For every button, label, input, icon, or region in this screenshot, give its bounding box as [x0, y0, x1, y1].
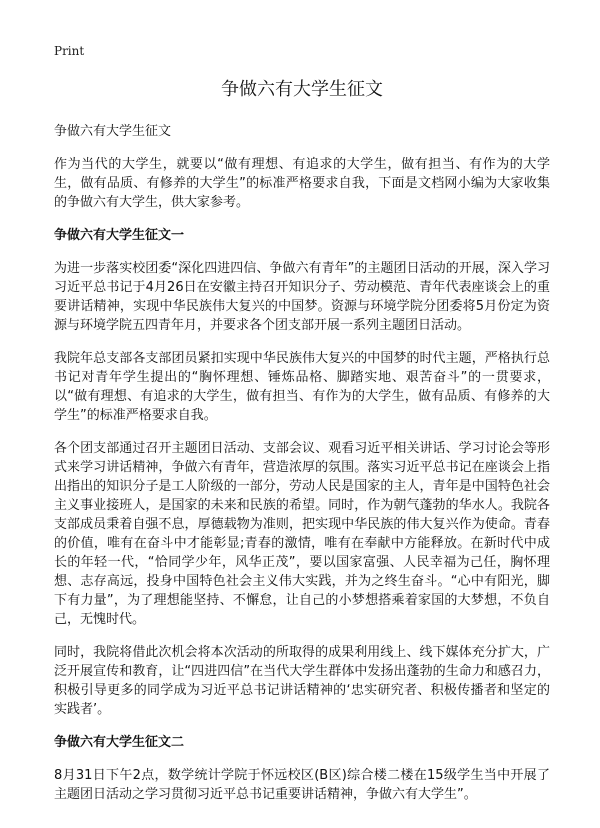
print-link[interactable]: Print: [54, 44, 85, 58]
section2-paragraph: 8月31日下午2点，数学统计学院于怀远校区(B区)综合楼二楼在15级学生当中开展了主题团日活动之学习贯彻习近平总书记重要讲话精神，争做六有大学生”。: [54, 768, 550, 802]
intro-paragraph: 作为当代的大学生，就要以“做有理想、有追求的大学生，做有担当、有作为的大学生，做有品质、有修养的大学生”的标准严格要求自我，下面是文档网小编为大家收集的争做六有大学生，供大家参考。: [54, 157, 550, 210]
section1-paragraph: 为进一步落实校团委“深化四进四信、争做六有青年”的主题团日活动的开展，深入学习习近平总书记于4月26日在安徽主持召开知识分子、劳动模范、青年代表座谈会上的重要讲话精神，实现中华民族伟大复兴的中国梦。资源与环境学院分团委将5月份定为资源与环境学院五四青年月，并要求各个团支部开展一系列主题团日活动。: [54, 261, 550, 333]
page-title: 争做六有大学生征文: [221, 79, 383, 100]
document-subtitle: 争做六有大学生征文: [54, 124, 172, 139]
section-heading-2: 争做六有大学生征文二: [54, 735, 185, 750]
section1-paragraph: 同时，我院将借此次机会将本次活动的所取得的成果利用线上、线下媒体充分扩大，广泛开展宣传和教育，让“四进四信”在当代大学生群体中发扬出蓬勃的生命力和感召力，积极引导更多的同学成为习近平总书记讲话精神的‘忠实研究者、积极传播者和坚定的实践者’。: [54, 645, 550, 717]
section1-paragraph: 各个团支部通过召开主题团日活动、支部会议、观看习近平相关讲话、学习讨论会等形式来学习讲话精神，争做六有青年，营造浓厚的氛围。落实习近平总书记在座谈会上指出指出的知识分子是工人阶级的一部分，劳动人民是国家的主人，青年是中国特色社会主义事业接班人，是国家的未来和民族的希望。同时，作为朝气蓬勃的华水人。我院各支部成员秉着自强不息，厚德载物为准则，把实现中华民族的伟大复兴作为使命。青春的价值，唯有在奋斗中才能彰显;青春的激情，唯有在奉献中方能释放。在新时代中成长的年轻一代，“恰同学少年，风华正茂”，要以国家富强、人民幸福为己任，胸怀理想、志存高远，投身中国特色社会主义伟大实践，并为之终生奋斗。“心中有阳光，脚下有力量”，为了理想能坚持、不懈怠，让自己的小梦想搭乘着家国的大梦想，不负自己，无愧时代。: [54, 441, 550, 627]
document-body: [54, 78, 550, 818]
section-heading-1: 争做六有大学生征文一: [54, 228, 185, 243]
section1-paragraph: 我院年总支部各支部团员紧扣实现中华民族伟大复兴的中国梦的时代主题，严格执行总书记对青年学生提出的“胸怀理想、锤炼品格、脚踏实地、艰苦奋斗”的一贯要求，以“做有理想、有追求的大学生，做有担当、有作为的大学生，做有品质、有修养的大学生”的标准严格要求自我。: [54, 351, 550, 423]
